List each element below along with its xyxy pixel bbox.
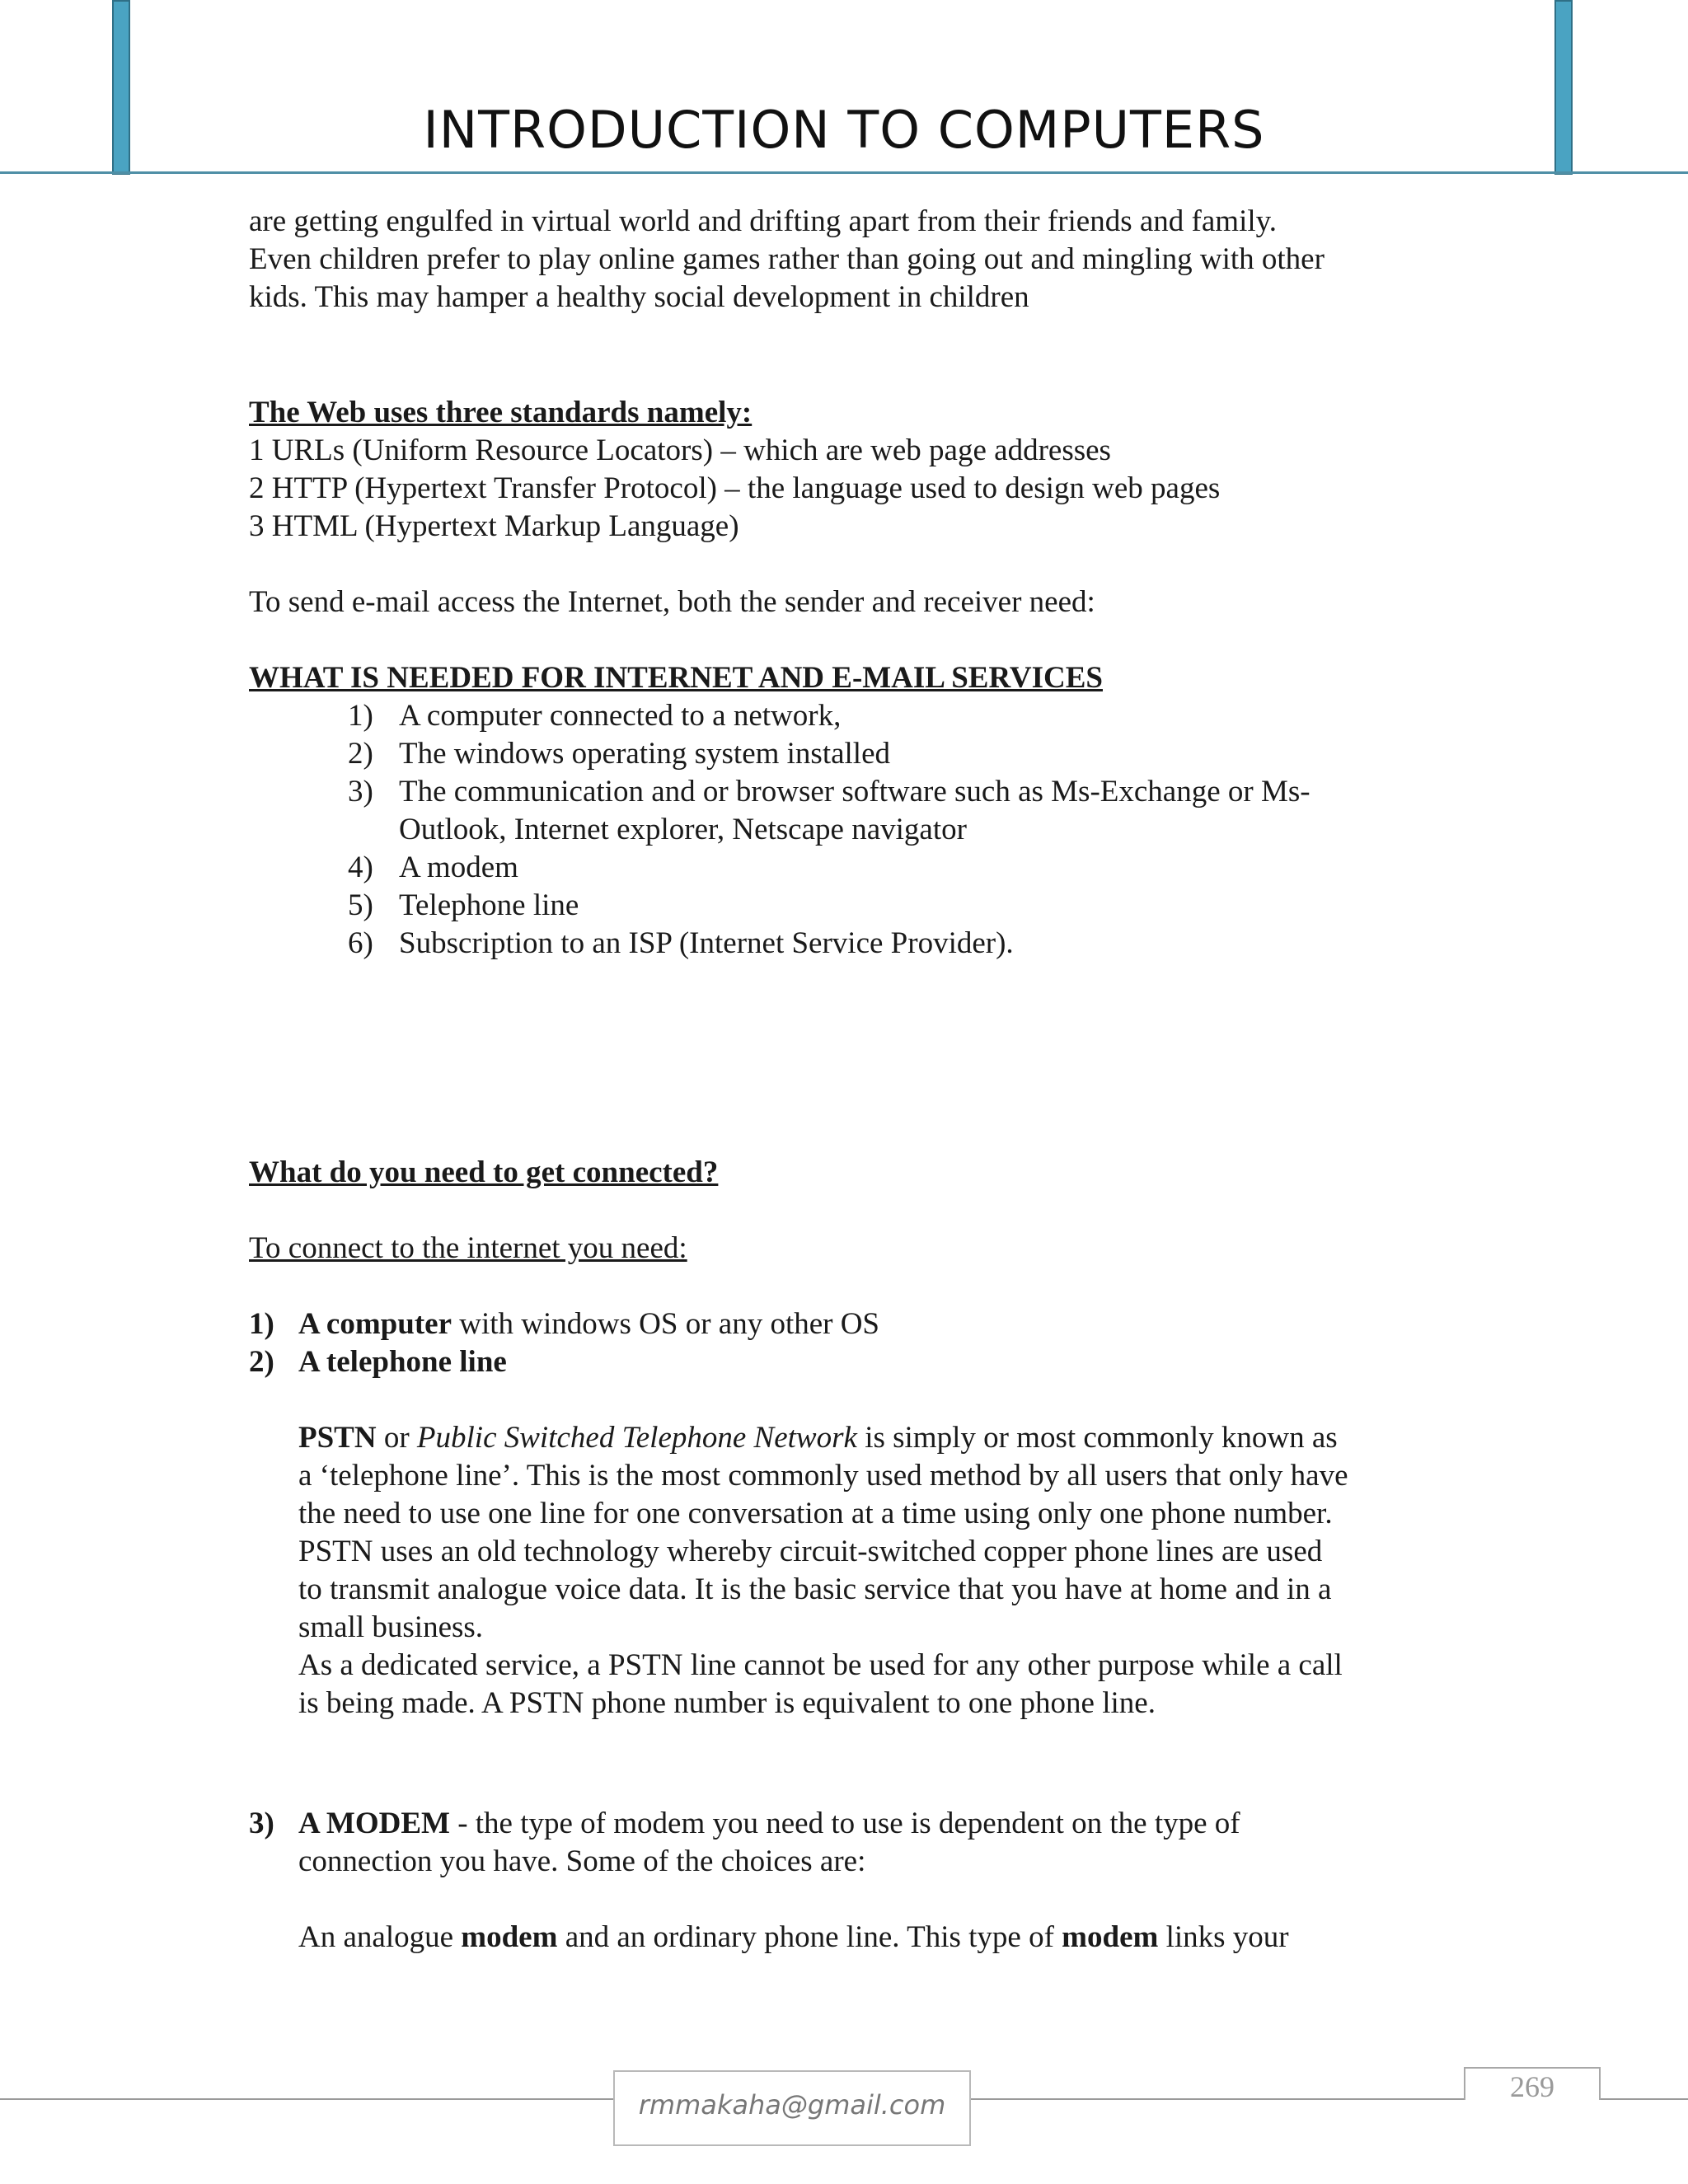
analogue-modem-pre: An analogue bbox=[298, 1920, 462, 1954]
intro-line-3: kids. This may hamper a healthy social development in children bbox=[249, 280, 1029, 314]
intro-line-1: are getting engulfed in virtual world and drifting apart from their friends and family. bbox=[249, 204, 1277, 238]
connected-item-number: 1) bbox=[249, 1307, 274, 1341]
pstn-line-8: is being made. A PSTN phone number is equivalent to one phone line. bbox=[298, 1686, 1156, 1720]
pstn-line-1-rest: is simply or most commonly known as bbox=[856, 1421, 1338, 1455]
web-standard-item: 1 URLs (Uniform Resource Locators) – which are web page addresses bbox=[249, 434, 1111, 467]
connected-item-number: 2) bbox=[249, 1345, 274, 1379]
connected-item-number: 3) bbox=[249, 1807, 274, 1840]
email-intro: To send e-mail access the Internet, both the sender and receiver need: bbox=[249, 585, 1095, 619]
pstn-line-5: to transmit analogue voice data. It is the basic service that you have at home and in a bbox=[298, 1572, 1332, 1606]
pstn-term: PSTN bbox=[298, 1421, 377, 1455]
pstn-line-6: small business. bbox=[298, 1610, 484, 1644]
pstn-or: or bbox=[376, 1421, 417, 1455]
intro-line-2: Even children prefer to play online games rather than going out and mingling with other bbox=[249, 242, 1325, 276]
footer-email: rmmakaha@gmail.com bbox=[613, 2070, 971, 2146]
pstn-line-1 bbox=[298, 1419, 1338, 1457]
pstn-line-2: a ‘telephone line’. This is the most commonly used method by all users that only have bbox=[298, 1459, 1348, 1493]
pstn-line-3: the need to use one line for one conversation at a time using only one phone number. bbox=[298, 1497, 1333, 1530]
needed-item: A modem bbox=[399, 851, 518, 884]
page-header-title: INTRODUCTION TO COMPUTERS bbox=[423, 100, 1265, 160]
needed-item-number: 5) bbox=[348, 888, 373, 922]
modem-term: modem bbox=[461, 1920, 558, 1954]
pstn-line-7: As a dedicated service, a PSTN line cannot be used for any other purpose while a call bbox=[298, 1648, 1343, 1682]
footer-rule-middle bbox=[971, 2098, 1464, 2100]
footer-rule-right bbox=[1601, 2098, 1688, 2100]
pstn-expansion: Public Switched Telephone Network bbox=[416, 1421, 857, 1455]
analogue-modem-line bbox=[298, 1919, 1289, 1957]
needed-item-number: 1) bbox=[348, 699, 373, 733]
footer-rule-left bbox=[0, 2098, 613, 2100]
needed-item: Telephone line bbox=[399, 888, 579, 922]
needed-item-number: 6) bbox=[348, 926, 373, 960]
connected-heading: What do you need to get connected? bbox=[249, 1155, 719, 1189]
needed-item: The windows operating system installed bbox=[399, 737, 891, 771]
web-standard-item: 2 HTTP (Hypertext Transfer Protocol) – the language used to design web pages bbox=[249, 471, 1221, 505]
modem-term: modem bbox=[1062, 1920, 1159, 1954]
needed-item-number: 3) bbox=[348, 775, 373, 808]
connected-item-computer bbox=[298, 1305, 879, 1343]
needed-item-number: 4) bbox=[348, 851, 373, 884]
connected-item-telephone bbox=[298, 1343, 507, 1381]
analogue-modem-post: links your bbox=[1158, 1920, 1289, 1954]
needed-item: A computer connected to a network, bbox=[399, 699, 842, 733]
header-rule bbox=[0, 171, 1688, 174]
telephone-label: A telephone line bbox=[298, 1345, 507, 1379]
modem-line-2: connection you have. Some of the choices are: bbox=[298, 1844, 866, 1878]
web-standards-heading: The Web uses three standards namely: bbox=[249, 396, 753, 429]
computer-description: with windows OS or any other OS bbox=[452, 1307, 880, 1341]
needed-item: Subscription to an ISP (Internet Service Provider). bbox=[399, 926, 1014, 960]
connected-intro: To connect to the internet you need: bbox=[249, 1231, 687, 1265]
pstn-line-4: PSTN uses an old technology whereby circuit-switched copper phone lines are used bbox=[298, 1535, 1323, 1568]
page-number: 269 bbox=[1464, 2067, 1601, 2100]
computer-label: A computer bbox=[298, 1307, 452, 1341]
modem-description: - the type of modem you need to use is dependent on the type of bbox=[449, 1807, 1240, 1840]
needed-item: The communication and or browser software such as Ms-Exchange or Ms- bbox=[399, 775, 1311, 808]
web-standard-item: 3 HTML (Hypertext Markup Language) bbox=[249, 509, 739, 543]
analogue-modem-mid: and an ordinary phone line. This type of bbox=[557, 1920, 1062, 1954]
needed-item-number: 2) bbox=[348, 737, 373, 771]
connected-item-modem bbox=[298, 1805, 1240, 1843]
needed-item-continuation: Outlook, Internet explorer, Netscape navigator bbox=[399, 813, 967, 846]
modem-label: A MODEM bbox=[298, 1807, 450, 1840]
needed-heading: WHAT IS NEEDED FOR INTERNET AND E-MAIL SERVICES bbox=[249, 661, 1103, 695]
